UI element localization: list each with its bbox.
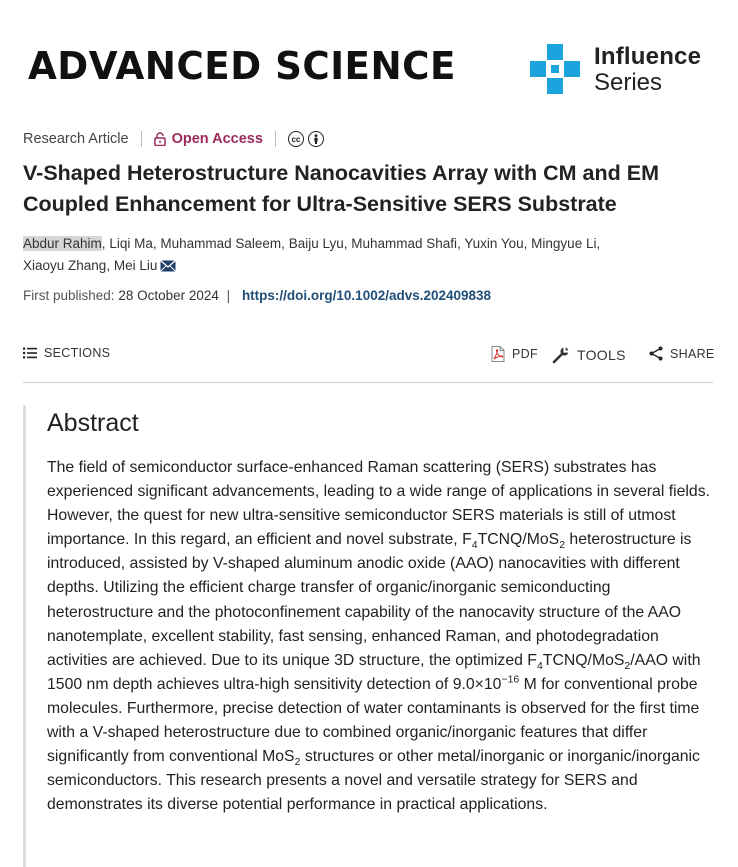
toolbar-divider <box>23 382 713 383</box>
doi-link[interactable]: https://doi.org/10.1002/advs.202409838 <box>241 288 492 303</box>
abstract-section <box>23 405 713 867</box>
formula-part: /AAO with 1500 nm depth achieves ultra-high sensitivity detection of 9.0×10 <box>47 651 701 693</box>
abstract-text-part: M for conventional probe molecules. Furthermore, precise detection of water contaminants is observed for the first time with a V-shaped heterostructure due to combined organic/inorganic features that differ significantly from conventional MoS <box>47 675 700 766</box>
cc-icon: cc <box>288 131 304 147</box>
pdf-button[interactable] <box>491 346 538 362</box>
abstract-text-part: heterostructure is introduced, assisted by V-shaped aluminum anodic oxide (AAO) nanocavities with different depths. Utilizing the efficient charge transfer of organic/inorganic semiconducting heterostructure and the photoconfinement capability of the nanocavity structure of the AAO nanotemplate, excellent stability, fast sensing, enhanced Raman, and photodegradation activities are achieved. Due to its unique 3D structure, the optimized <box>47 531 692 669</box>
publication-info <box>23 288 491 303</box>
author-link[interactable]: Yuxin You <box>464 236 524 251</box>
abstract-text-part: structures or other metal/inorganic or inorganic/inorganic semiconductors. This research presents a novel and versatile strategy for SERS and demonstrates its diverse potential performance in practical applications. <box>47 748 700 814</box>
journal-logo[interactable]: ADVANCED SCIENCE <box>28 44 456 88</box>
by-icon <box>308 131 324 147</box>
influence-series-logo-icon <box>530 44 580 94</box>
divider <box>275 131 276 147</box>
pdf-icon <box>491 346 505 362</box>
formula-part: F <box>462 531 472 549</box>
author-link[interactable]: Baiju Lyu <box>288 236 344 251</box>
subscript: 2 <box>294 756 301 769</box>
author-link[interactable]: Muhammad Shafi <box>351 236 458 251</box>
author-link[interactable]: Liqi Ma <box>109 236 153 251</box>
divider <box>141 131 142 147</box>
sections-label: SECTIONS <box>44 346 111 360</box>
series-label: Series <box>594 69 663 96</box>
abstract-text-part: The field of semiconductor surface-enhanced Raman scattering (SERS) substrates has experienced significant advancements, leading to a wide range of applications in several fields. However, the quest for new ultra-sensitive semiconductor SERS materials is still of utmost importance. In this regard, an efficient and novel substrate, <box>47 459 710 549</box>
article-meta-row <box>23 128 324 150</box>
share-button[interactable] <box>649 346 715 361</box>
tools-label: TOOLS <box>577 347 626 363</box>
formula-part: TCNQ/MoS <box>542 651 625 669</box>
author-link[interactable]: Xiaoyu Zhang <box>23 258 107 273</box>
masthead <box>0 0 738 120</box>
author-link[interactable]: Muhammad Saleem <box>160 236 282 251</box>
article-type: Research Article <box>23 131 129 147</box>
license-icons[interactable] <box>288 131 324 147</box>
abstract-heading: Abstract <box>47 409 139 437</box>
formula-part: TCNQ/MoS <box>477 531 560 549</box>
author-list: Abdur Rahim, Liqi Ma, Muhammad Saleem, Baiju Lyu, Muhammad Shafi, Yuxin You, Mingyue Li, Xiaoyu Zhang, Mei Liu <box>23 236 601 273</box>
subscript: 4 <box>471 539 478 552</box>
mail-icon[interactable] <box>160 260 176 272</box>
article-title: V-Shaped Heterostructure Nanocavities Array with CM and EM Coupled Enhancement for Ultra-Sensitive SERS Substrate <box>23 161 659 216</box>
subscript: 2 <box>559 539 566 552</box>
influence-series-label <box>594 44 701 96</box>
sections-button[interactable] <box>23 346 110 360</box>
formula-part: F <box>527 651 537 669</box>
influence-label: Influence <box>594 43 702 70</box>
abstract-text <box>47 456 715 817</box>
first-published-label: First published: <box>23 288 115 303</box>
article-toolbar <box>23 340 713 370</box>
author-link[interactable]: Mingyue Li <box>531 236 597 251</box>
tools-button[interactable] <box>552 346 626 364</box>
open-lock-icon <box>154 132 166 146</box>
superscript: −16 <box>501 673 520 686</box>
list-icon <box>23 347 37 359</box>
share-icon <box>649 346 663 361</box>
pdf-label: PDF <box>512 347 538 361</box>
divider: | <box>226 288 231 303</box>
subscript: 2 <box>624 659 631 672</box>
author-link[interactable]: Abdur Rahim <box>23 236 102 251</box>
share-label: SHARE <box>670 346 715 361</box>
published-date: 28 October 2024 <box>118 288 219 303</box>
subscript: 4 <box>536 659 543 672</box>
author-link[interactable]: Mei Liu <box>113 258 158 273</box>
open-access-badge[interactable]: Open Access <box>171 131 263 147</box>
wrench-icon <box>552 346 570 364</box>
